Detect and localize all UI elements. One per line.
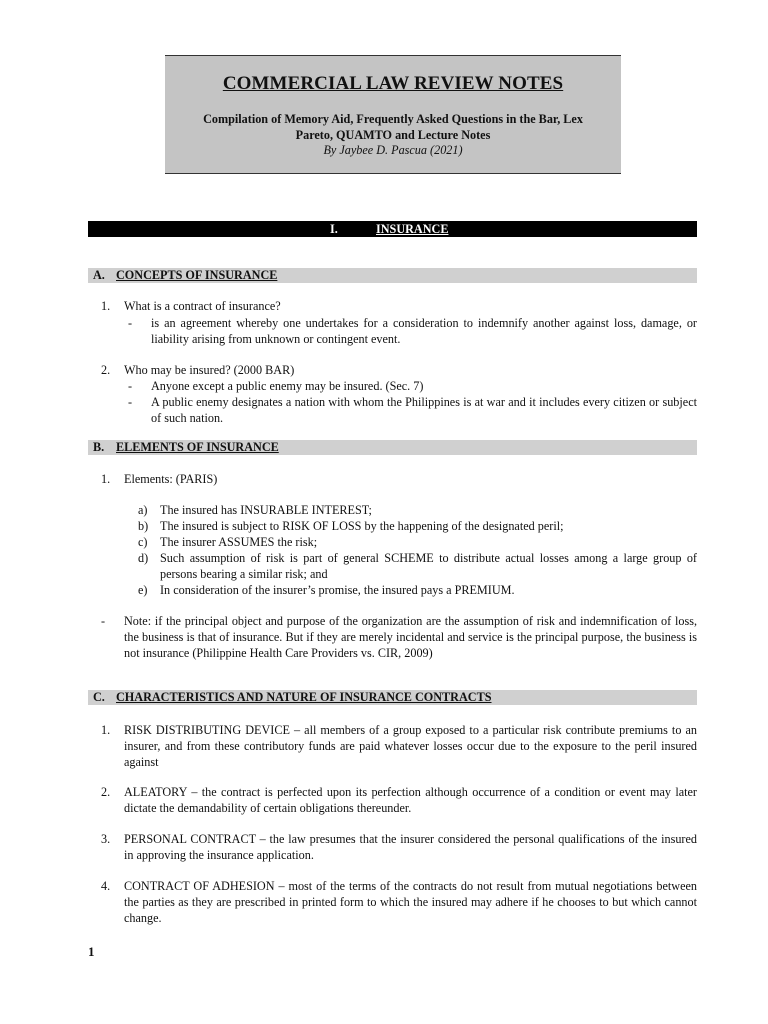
section-title: INSURANCE — [376, 222, 449, 236]
bullet-dash: - — [128, 316, 133, 330]
subsection-heading-characteristics — [88, 690, 697, 705]
answer-text: Anyone except a public enemy may be insured. (Sec. 7) — [151, 379, 424, 393]
document-subtitle: Compilation of Memory Aid, Frequently Asked Questions in the Bar, Lex Pareto, QUAMTO and Lecture Notes — [203, 112, 583, 142]
list-item: CONTRACT OF ADHESION – most of the terms of the contracts do not result from mutual negotiations between the parties as they are prescribed in printed form to which the insured may adhere if he chooses to but which cannot change. — [124, 879, 697, 925]
subsection-title: CHARACTERISTICS AND NATURE OF INSURANCE CONTRACTS — [116, 690, 492, 704]
subsection-letter: B. — [93, 440, 105, 454]
subsection-heading-elements — [88, 440, 697, 455]
question-text: What is a contract of insurance? — [124, 299, 281, 313]
subsection-title: CONCEPTS OF INSURANCE — [116, 268, 278, 282]
list-marker: a) — [138, 503, 148, 517]
bullet-dash: - — [128, 395, 133, 409]
bullet-dash: - — [128, 379, 133, 393]
list-item: The insurer ASSUMES the risk; — [160, 535, 318, 549]
answer-text: A public enemy designates a nation with whom the Philippines is at war and it includes every citizen or subject of such nation. — [151, 395, 697, 425]
subsection-letter: A. — [93, 268, 105, 282]
list-marker: e) — [138, 583, 148, 597]
list-number: 1. — [101, 299, 111, 313]
list-item: The insured has INSURABLE INTEREST; — [160, 503, 372, 517]
list-marker: c) — [138, 535, 148, 549]
section-heading-insurance — [88, 221, 697, 237]
document-title: COMMERCIAL LAW REVIEW NOTES — [222, 73, 564, 94]
page-number: 1 — [88, 944, 95, 959]
subsection-heading-concepts — [88, 268, 697, 283]
list-item: In consideration of the insurer’s promise, the insured pays a PREMIUM. — [160, 583, 515, 597]
note-text: Note: if the principal object and purpose of the organization are the assumption of risk and indemnification of loss, the business is that of insurance. But if they are merely incidental and service is the principal purpose, the business is not insurance (Philippine Health Care Providers vs. CIR, 2009) — [124, 614, 697, 660]
list-item: ALEATORY – the contract is perfected upon its perfection although occurrence of a condition or event may later dictate the demandability of certain obligations thereunder. — [124, 785, 697, 815]
elements-heading: Elements: (PARIS) — [124, 472, 218, 486]
section-number: I. — [330, 222, 338, 236]
list-marker: d) — [138, 551, 149, 565]
bullet-dash: - — [101, 614, 106, 628]
title-box — [165, 55, 621, 174]
list-item: PERSONAL CONTRACT – the law presumes that the insurer considered the personal qualifications of the insured in approving the insurance application. — [124, 832, 697, 862]
list-number: 2. — [101, 785, 111, 799]
list-number: 1. — [101, 723, 111, 737]
document-author: By Jaybee D. Pascua (2021) — [323, 143, 463, 157]
list-marker: b) — [138, 519, 149, 533]
list-number: 4. — [101, 879, 111, 893]
subsection-letter: C. — [93, 690, 105, 704]
list-number: 1. — [101, 472, 111, 486]
list-number: 2. — [101, 363, 111, 377]
answer-text: is an agreement whereby one undertakes for a consideration to indemnify another against loss, damage, or liability arising from unknown or contingent event. — [151, 316, 697, 346]
list-item: RISK DISTRIBUTING DEVICE – all members of a group exposed to a particular risk contribute premiums to an insurer, and from these contributory funds are paid whatever losses occur due to the exposure to the peril insured against — [124, 723, 697, 769]
list-item: Such assumption of risk is part of general SCHEME to distribute actual losses among a large group of persons bearing a similar risk; and — [160, 551, 697, 581]
subsection-title: ELEMENTS OF INSURANCE — [116, 440, 279, 454]
list-item: The insured is subject to RISK OF LOSS by the happening of the designated peril; — [160, 519, 564, 533]
question-text: Who may be insured? (2000 BAR) — [124, 363, 295, 377]
list-number: 3. — [101, 832, 111, 846]
